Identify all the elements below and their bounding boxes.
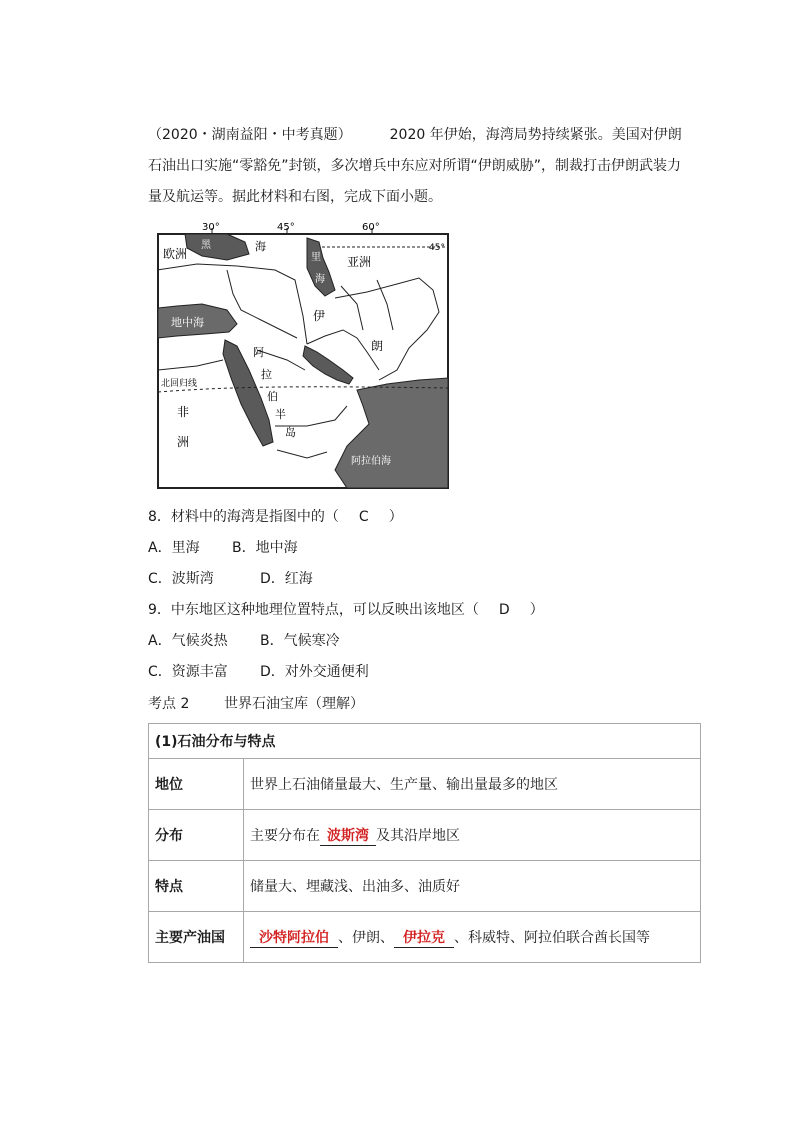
lon-45-label: 45° [277,222,295,233]
q8-stem-text: 8．材料中的海湾是指图中的（ [148,509,339,525]
row-value-producers [244,912,701,963]
distribution-pre: 主要分布在 [250,827,320,844]
map-label-arabia-5: 岛 [285,426,296,439]
lat-45-label: 45° [429,243,445,253]
row-value-status: 世界上石油储量最大、生产量、输出量最多的地区 [244,759,701,810]
q9-option-d: D．对外交通便利 [260,664,369,680]
question-9-options-row-1 [148,630,340,652]
q8-close: ） [388,509,403,525]
row-value-features: 储量大、埋藏浅、出油多、油质好 [244,861,701,912]
q8-option-b: B．地中海 [232,540,298,556]
oil-distribution-table [148,723,701,963]
question-8-options-row-2 [148,568,313,590]
question-9-options-row-2 [148,661,369,683]
q8-answer: C [358,509,369,525]
map-label-caspian-2: 海 [315,274,325,285]
section-title: 世界石油宝库（理解） [224,696,364,712]
intro-text: 2020 年伊始，海湾局势持续紧张。美国对伊朗石油出口实施“零豁免”封锁，多次增兵中东应对所谓“伊朗威胁”，制裁打击伊朗武装力量及航运等。据此材料和右图，完成下面小题。 [148,127,682,205]
blank-answer-saudi-arabia: 沙特阿拉伯 [250,927,338,948]
question-source: （2020・湖南益阳・中考真题） [148,127,352,143]
map-label-arabia-2: 拉 [261,368,272,381]
map-label-arabia-4: 半 [275,408,286,421]
table-row [149,861,701,912]
q9-close: ） [529,602,544,618]
section-heading [148,693,364,715]
lon-30-label: 30° [202,222,220,233]
producers-post: 、科威特、阿拉伯联合酋长国等 [454,929,650,946]
lon-60-label: 60° [362,222,380,233]
map-label-africa-1: 非 [177,405,190,419]
map-label-africa-2: 洲 [177,435,190,449]
map-label-arabia-3: 伯 [267,390,278,403]
map-label-mediterranean: 地中海 [171,316,204,329]
table-row [149,810,701,861]
row-value-distribution [244,810,701,861]
map-label-europe: 欧洲 [163,247,188,261]
distribution-post: 及其沿岸地区 [376,827,460,844]
table-row [149,759,701,810]
section-number: 考点 2 [148,696,190,712]
q8-option-d: D．红海 [260,571,313,587]
map-label-arabian-sea: 阿拉伯海 [351,456,391,467]
table-row [149,912,701,963]
map-label-tropic: 北回归线 [161,379,198,389]
intro-paragraph [148,120,688,213]
map-label-sea: 海 [255,240,266,253]
table-header-row [149,724,701,759]
q9-stem-text: 9．中东地区这种地理位置特点，可以反映出该地区（ [148,602,479,618]
blank-answer-persian-gulf: 波斯湾 [320,825,376,846]
row-key-producers: 主要产油国 [149,912,244,963]
q9-option-c: C．资源丰富 [148,664,228,680]
row-key-features: 特点 [149,861,244,912]
row-key-status: 地位 [149,759,244,810]
q8-option-c: C．波斯湾 [148,571,214,587]
row-key-distribution: 分布 [149,810,244,861]
question-8-stem [148,506,403,528]
question-8-options-row-1 [148,537,298,559]
map-label-caspian: 里 [311,252,321,263]
map-label-iran-1: 伊 [313,309,326,323]
table-header: (1)石油分布与特点 [149,724,701,759]
q8-option-a: A．里海 [148,540,200,556]
map-label-black: 黑 [201,240,211,251]
q9-answer: D [498,602,510,618]
map-label-iran-2: 朗 [371,339,384,353]
map-label-arabia-1: 阿 [253,346,264,359]
producers-mid: 、伊朗、 [338,929,394,946]
map-label-asia: 亚洲 [347,255,372,269]
question-9-stem [148,599,544,621]
q9-option-a: A．气候炎热 [148,633,228,649]
blank-answer-iraq: 伊拉克 [394,927,454,948]
q9-option-b: B．气候寒冷 [260,633,340,649]
middle-east-map [157,220,449,490]
